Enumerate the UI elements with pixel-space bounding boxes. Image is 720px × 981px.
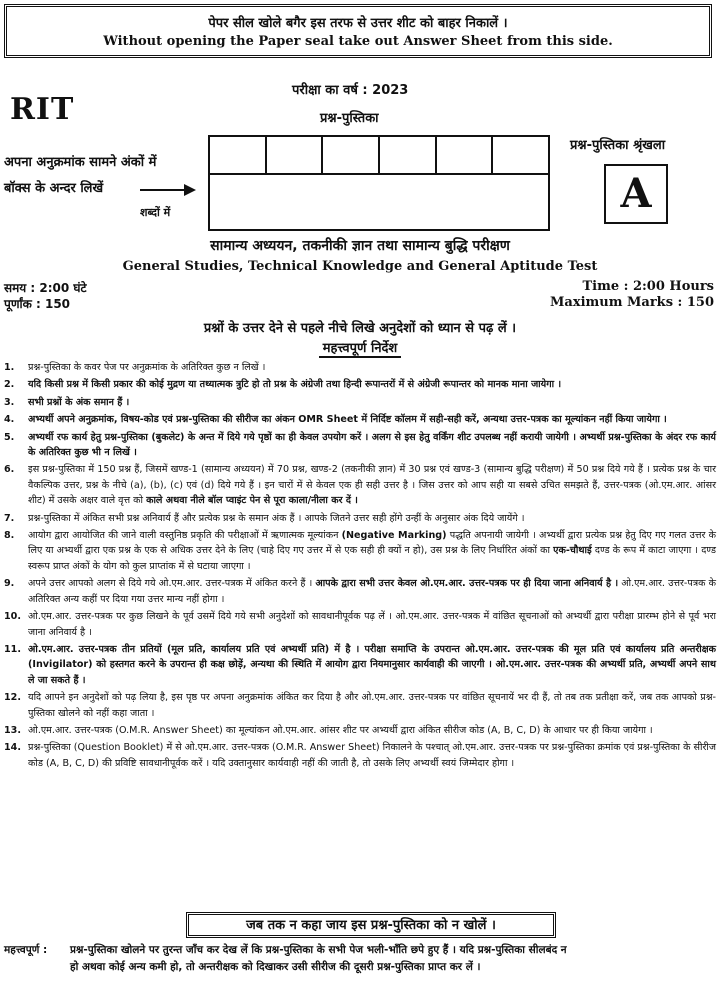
item-text-part: इस प्रश्न-पुस्तिका में 150 प्रश्न हैं, जिसमें खण्ड-1 (सामान्य अध्ययन) में 70 प्रश्न, खण्ड-2 (तकनीकी ज्ञान) में 30 प्रश्न एवं खण्ड-3 (सामान्य बुद्धि परीक्षण) में 50 प्रश्न दिये गये हैं । प्रत्येक प्रश्न के चार वैकल्पिक उत्तर, प्रश्न के नीचे (a), (b), (c) एवं (d) दिये गये हैं । इन चारों में से केवल एक ही सही उत्तर है । जिस उत्तर को आप सही या सबसे उचित समझते हैं, उत्तर-पत्रक (ओ.एम.आर. आंसर शीट) में उसके अक्षर वाले वृत्त को	[28, 464, 716, 507]
list-item	[4, 377, 716, 392]
important-note	[4, 942, 716, 976]
item-number: 11.	[4, 643, 21, 655]
instructions-list	[4, 360, 716, 773]
item-text-emphasis: आपके द्वारा सभी उत्तर केवल ओ.एम.आर. उत्तर-पत्रक पर ही दिया जाना अनिवार्य है ।	[315, 578, 619, 590]
roll-digit-box[interactable]	[210, 137, 267, 173]
item-number: 4.	[4, 414, 15, 426]
heading-text: महत्त्वपूर्ण निर्देश	[319, 341, 402, 358]
roll-digit-box[interactable]	[267, 137, 324, 173]
item-text	[28, 462, 716, 508]
item-text-emphasis: (Negative Marking)	[341, 530, 447, 542]
read-instructions-note: प्रश्नों के उत्तर देने से पहले नीचे लिखे अनुदेशों को ध्यान से पढ़ लें ।	[203, 321, 517, 336]
item-text: यदि किसी प्रश्न में किसी प्रकार की कोई मुद्रण या तथ्यात्मक त्रुटि हो तो प्रश्न के अंग्रेजी तथा हिन्दी रूपान्तरों में से अंग्रेजी रूपान्तर को मानक माना जायेगा ।	[28, 379, 562, 391]
roll-digit-boxes	[210, 137, 548, 175]
list-item	[4, 690, 716, 721]
time-hindi: समय : 2:00 घंटे	[4, 281, 87, 295]
note-line-1: प्रश्न-पुस्तिका खोलने पर तुरन्त जाँच कर देख लें कि प्रश्न-पुस्तिका के सभी पेज भली-भाँति छपे हुए हैं । यदि प्रश्न-पुस्तिका सीलबंद न	[70, 944, 567, 956]
booklet-label: प्रश्न-पुस्तिका	[320, 111, 379, 126]
roll-digit-box[interactable]	[437, 137, 494, 173]
list-item	[4, 511, 716, 526]
important-instructions-heading	[0, 338, 720, 356]
roll-digit-box[interactable]	[493, 137, 548, 173]
item-number: 9.	[4, 578, 15, 590]
item-text: सभी प्रश्नों के अंक समान हैं ।	[28, 396, 130, 408]
item-number: 1.	[4, 362, 15, 373]
exam-year: परीक्षा का वर्ष : 2023	[292, 83, 409, 98]
list-item	[4, 412, 716, 427]
list-item	[4, 430, 716, 461]
item-text	[28, 576, 716, 607]
time-marks-hindi	[4, 280, 87, 312]
note-row	[4, 942, 716, 959]
time-english: Time : 2:00 Hours	[582, 279, 714, 294]
time-marks-english	[550, 279, 714, 311]
do-not-open-notice: जब तक न कहा जाय इस प्रश्न-पुस्तिका को न खोलें ।	[186, 912, 556, 938]
roll-digit-box[interactable]	[380, 137, 437, 173]
item-number: 14.	[4, 742, 21, 754]
item-text: ओ.एम.आर. उत्तर-पत्रक (O.M.R. Answer Sheet) का मूल्यांकन ओ.एम.आर. आंसर शीट पर अभ्यर्थी द्वारा अंकित सीरीज कोड (A, B, C, D) के आधार पर ही किया जायेगा ।	[28, 724, 653, 736]
roll-digit-box[interactable]	[323, 137, 380, 173]
item-text-part: आयोग द्वारा आयोजित की जाने वाली वस्तुनिष्ठ प्रकृति की परीक्षाओं में ऋणात्मक मूल्यांकन	[28, 530, 339, 542]
item-text: अभ्यर्थी रफ कार्य हेतु प्रश्न-पुस्तिका (बुकलेट) के अन्त में दिये गये पृष्ठों का ही केवल उपयोग करें । अलग से इस हेतु वर्किंग शीट उपलब्ध नहीं करायी जायेगी । अभ्यर्थी प्रश्न-पुस्तिका के अंदर रफ कार्य के अतिरिक्त कुछ भी न लिखें ।	[28, 431, 716, 459]
item-text-part: दण्ड के रूप में काटा जाएगा । दण्ड स्वरूप प्राप्त अंकों के योग को कुल प्राप्तांक में से घटाया जाएगा ।	[28, 545, 716, 572]
item-number: 7.	[4, 512, 15, 524]
item-text: ओ.एम.आर. उत्तर-पत्रक पर कुछ लिखने के पूर्व उसमें दिये गये सभी अनुदेशों को सावधानीपूर्वक पढ़ लें । ओ.एम.आर. उत्तर-पत्रक में वांछित सूचनाओं को अभ्यर्थी द्वारा परीक्षा प्रारम्भ होने से पूर्व भरा जाना अनिवार्य है ।	[28, 611, 716, 638]
list-item	[4, 360, 716, 375]
item-text-emphasis: एक-चौथाई	[553, 545, 592, 557]
item-number: 3.	[4, 396, 15, 408]
list-item	[4, 642, 716, 688]
marks-hindi: पूर्णांक : 150	[4, 297, 71, 311]
list-item	[4, 740, 716, 771]
seal-notice-box	[4, 4, 712, 58]
words-label: शब्दों में	[140, 206, 171, 219]
item-text: यदि आपने इन अनुदेशों को पढ़ लिया है, इस पृष्ठ पर अपना अनुक्रमांक अंकित कर दिया है और ओ.एम.आर. उत्तर-पत्रक पर वांछित सूचनायें भर दी हैं, तो तब तक प्रतीक्षा करें, जब तक आपको प्रश्न-पुस्तिका खोलने को नहीं कहा जाता ।	[28, 692, 716, 719]
seal-notice-english: Without opening the Paper seal take out Answer Sheet from this side.	[103, 34, 613, 49]
item-number: 13.	[4, 724, 21, 736]
item-text	[28, 528, 716, 574]
series-label: प्रश्न-पुस्तिका श्रृंखला	[570, 138, 666, 153]
roll-label-line1: अपना अनुक्रमांक सामने अंकों में	[4, 155, 157, 170]
exam-code: RIT	[10, 92, 75, 127]
seal-notice-hindi: पेपर सील खोले बगैर इस तरफ से उत्तर शीट को बाहर निकालें ।	[208, 16, 508, 31]
item-text-emphasis: काले अथवा नीले बॉल प्वाइंट पेन से पूरा काला/नीला कर दें ।	[146, 495, 358, 507]
test-title-english: General Studies, Technical Knowledge and General Aptitude Test	[122, 259, 598, 274]
series-code-box: A	[604, 164, 668, 224]
list-item	[4, 462, 716, 508]
list-item	[4, 576, 716, 607]
item-text: ओ.एम.आर. उत्तर-पत्रक तीन प्रतियों (मूल प्रति, कार्यालय प्रति एवं अभ्यर्थी प्रति) में है । परीक्षा समाप्ति के उपरान्त ओ.एम.आर. उत्तर-पत्रक की मूल प्रति एवं कार्यालय प्रति अन्तरीक्षक (Invigilator) को हस्तगत करने के उपरान्त ही कक्ष छोड़ें, अन्यथा की स्थिति में आयोग द्वारा नियमानुसार कार्यवाही की जाएगी । ओ.एम.आर. उत्तर-पत्रक की अभ्यर्थी प्रति, अभ्यर्थी अपने साथ ले जा सकते हैं ।	[28, 643, 716, 686]
note-row	[4, 959, 716, 976]
list-item	[4, 395, 716, 410]
roll-label-line2: बॉक्स के अन्दर लिखें	[4, 181, 104, 196]
item-text-part: ओ.एम.आर. उत्तर-पत्रक के अतिरिक्त अन्य कहीं पर दिया गया उत्तर मान्य नहीं होगा ।	[28, 578, 716, 605]
marks-english: Maximum Marks : 150	[550, 295, 714, 310]
item-number: 10.	[4, 611, 21, 623]
roll-words-box[interactable]	[210, 175, 548, 231]
test-title-hindi: सामान्य अध्ययन, तकनीकी ज्ञान तथा सामान्य बुद्धि परीक्षण	[210, 238, 510, 254]
note-label-spacer	[4, 959, 70, 976]
roll-number-grid	[208, 135, 550, 231]
item-text: प्रश्न-पुस्तिका में अंकित सभी प्रश्न अनिवार्य हैं और प्रत्येक प्रश्न के समान अंक हैं । आपके जितने उत्तर सही होंगे उन्हीं के अनुसार अंक दिये जायेंगे ।	[28, 512, 525, 524]
item-text-part: पद्धति अपनायी जायेगी । अभ्यर्थी द्वारा प्रत्येक प्रश्न हेतु दिए गए गलत उत्तर के लिए या अभ्यर्थी द्वारा एक प्रश्न के एक से अधिक उत्तर देने के लिए (चाहे दिए गए उत्तर में से एक सही ही क्यों न हो), उस प्रश्न के लिए निर्धारित अंकों का	[28, 530, 716, 557]
list-item	[4, 528, 716, 574]
note-label: महत्त्वपूर्ण :	[4, 944, 48, 956]
item-text: अभ्यर्थी अपने अनुक्रमांक, विषय-कोड एवं प्रश्न-पुस्तिका की सीरीज का अंकन OMR Sheet में निर्दिष्ट कॉलम में सही-सही करें, अन्यथा उत्तर-पत्रक का मूल्यांकन नहीं किया जायेगा ।	[28, 414, 667, 426]
item-text: प्रश्न-पुस्तिका (Question Booklet) में से ओ.एम.आर. उत्तर-पत्रक (O.M.R. Answer Sheet) निकालने के पश्चात् ओ.एम.आर. उत्तर-पत्रक पर प्रश्न-पुस्तिका क्रमांक एवं प्रश्न-पुस्तिका के सीरीज कोड (A, B, C, D) की प्रविष्टि सावधानीपूर्वक करें । यदि उक्तानुसार कार्यवाही नहीं की जाती है, तो उसके लिए अभ्यर्थी स्वयं जिम्मेदार होगा ।	[28, 742, 716, 769]
item-number: 12.	[4, 692, 21, 704]
item-text: प्रश्न-पुस्तिका के कवर पेज पर अनुक्रमांक के अतिरिक्त कुछ न लिखें ।	[28, 362, 266, 373]
item-number: 8.	[4, 530, 15, 542]
item-number: 5.	[4, 431, 15, 443]
list-item	[4, 723, 716, 738]
item-number: 6.	[4, 464, 15, 476]
item-number: 2.	[4, 379, 15, 391]
item-text-part: अपने उत्तर आपको अलग से दिये गये ओ.एम.आर. उत्तर-पत्रक में अंकित करने हैं ।	[28, 578, 313, 590]
note-line-2: हो अथवा कोई अन्य कमी हो, तो अन्तरीक्षक को दिखाकर उसी सीरीज की दूसरी प्रश्न-पुस्तिका प्राप्त कर लें ।	[70, 961, 481, 973]
list-item	[4, 609, 716, 640]
arrow-right-icon	[140, 183, 196, 197]
